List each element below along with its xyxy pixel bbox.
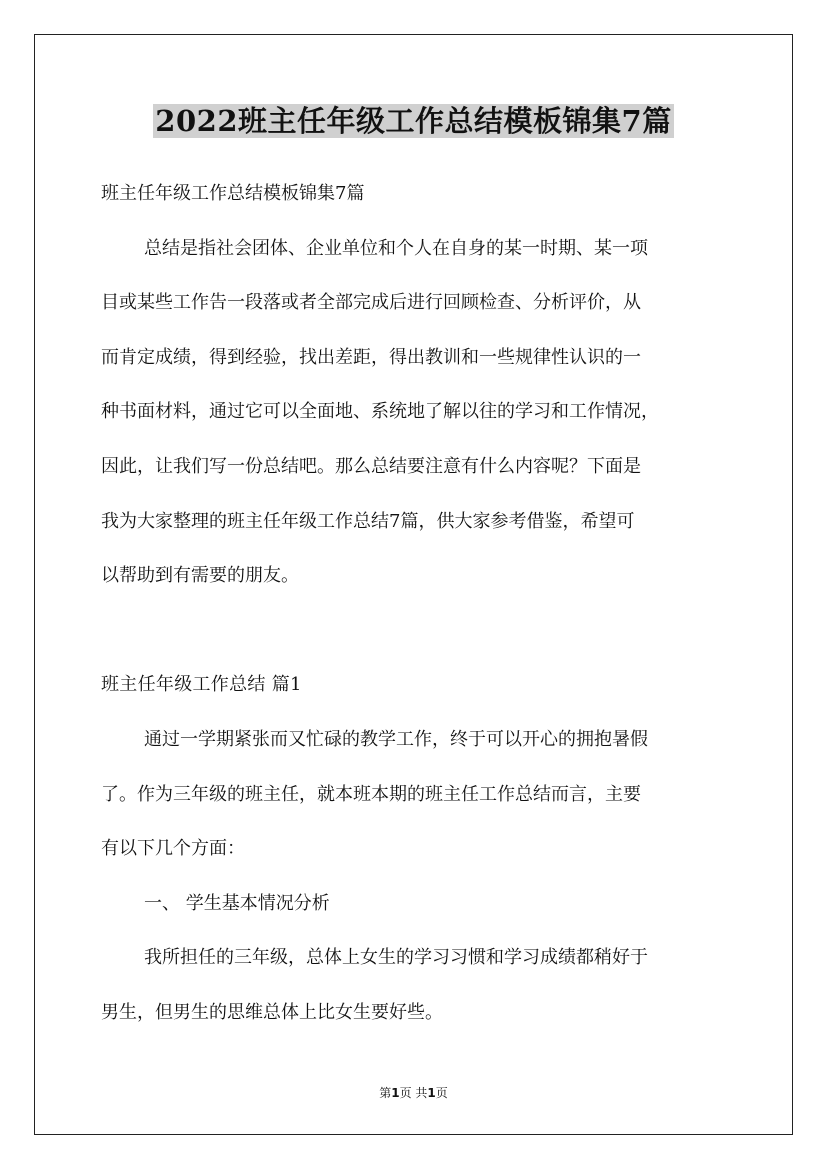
intro-line: 而肯定成绩，得到经验，找出差距，得出教训和一些规律性认识的一 [101,346,641,368]
intro-line: 种书面材料，通过它可以全面地、系统地了解以往的学习和工作情况， [101,401,659,423]
subsection-line: 我所担任的三年级，总体上女生的学习习惯和学习成绩都稍好于 [144,947,648,969]
section-heading: 班主任年级工作总结 篇1 [101,674,302,696]
page-label-mid: 页 共 [399,1086,428,1100]
document-title-text: 2022班主任年级工作总结模板锦集7篇 [155,104,672,138]
intro-line: 因此，让我们写一份总结吧。那么总结要注意有什么内容呢？下面是 [101,455,641,477]
page-footer [0,1084,827,1102]
intro-line: 总结是指社会团体、企业单位和个人在自身的某一时期、某一项 [144,237,648,259]
paragraph-gap [101,604,741,659]
section-line: 有以下几个方面： [101,838,245,860]
intro-line: 以帮助到有需要的朋友。 [101,565,299,587]
subsection-heading: 一、 学生基本情况分析 [144,892,330,914]
section-line: 通过一学期紧张而又忙碌的教学工作，终于可以开心的拥抱暑假 [144,728,648,750]
document-title [0,100,827,142]
page-current: 1 [391,1086,400,1100]
document-body [101,167,741,1041]
page-label-prefix: 第 [379,1086,392,1100]
intro-line: 我为大家整理的班主任年级工作总结7篇，供大家参考借鉴，希望可 [101,510,635,532]
intro-line: 目或某些工作告一段落或者全部完成后进行回顾检查、分析评价，从 [101,292,641,314]
document-subtitle: 班主任年级工作总结模板锦集7篇 [101,183,365,204]
section-line: 了。作为三年级的班主任，就本班本期的班主任工作总结而言，主要 [101,783,641,805]
page-total: 1 [427,1086,436,1100]
subsection-line: 男生，但男生的思维总体上比女生要好些。 [101,1001,443,1023]
page-label-suffix: 页 [435,1086,448,1100]
